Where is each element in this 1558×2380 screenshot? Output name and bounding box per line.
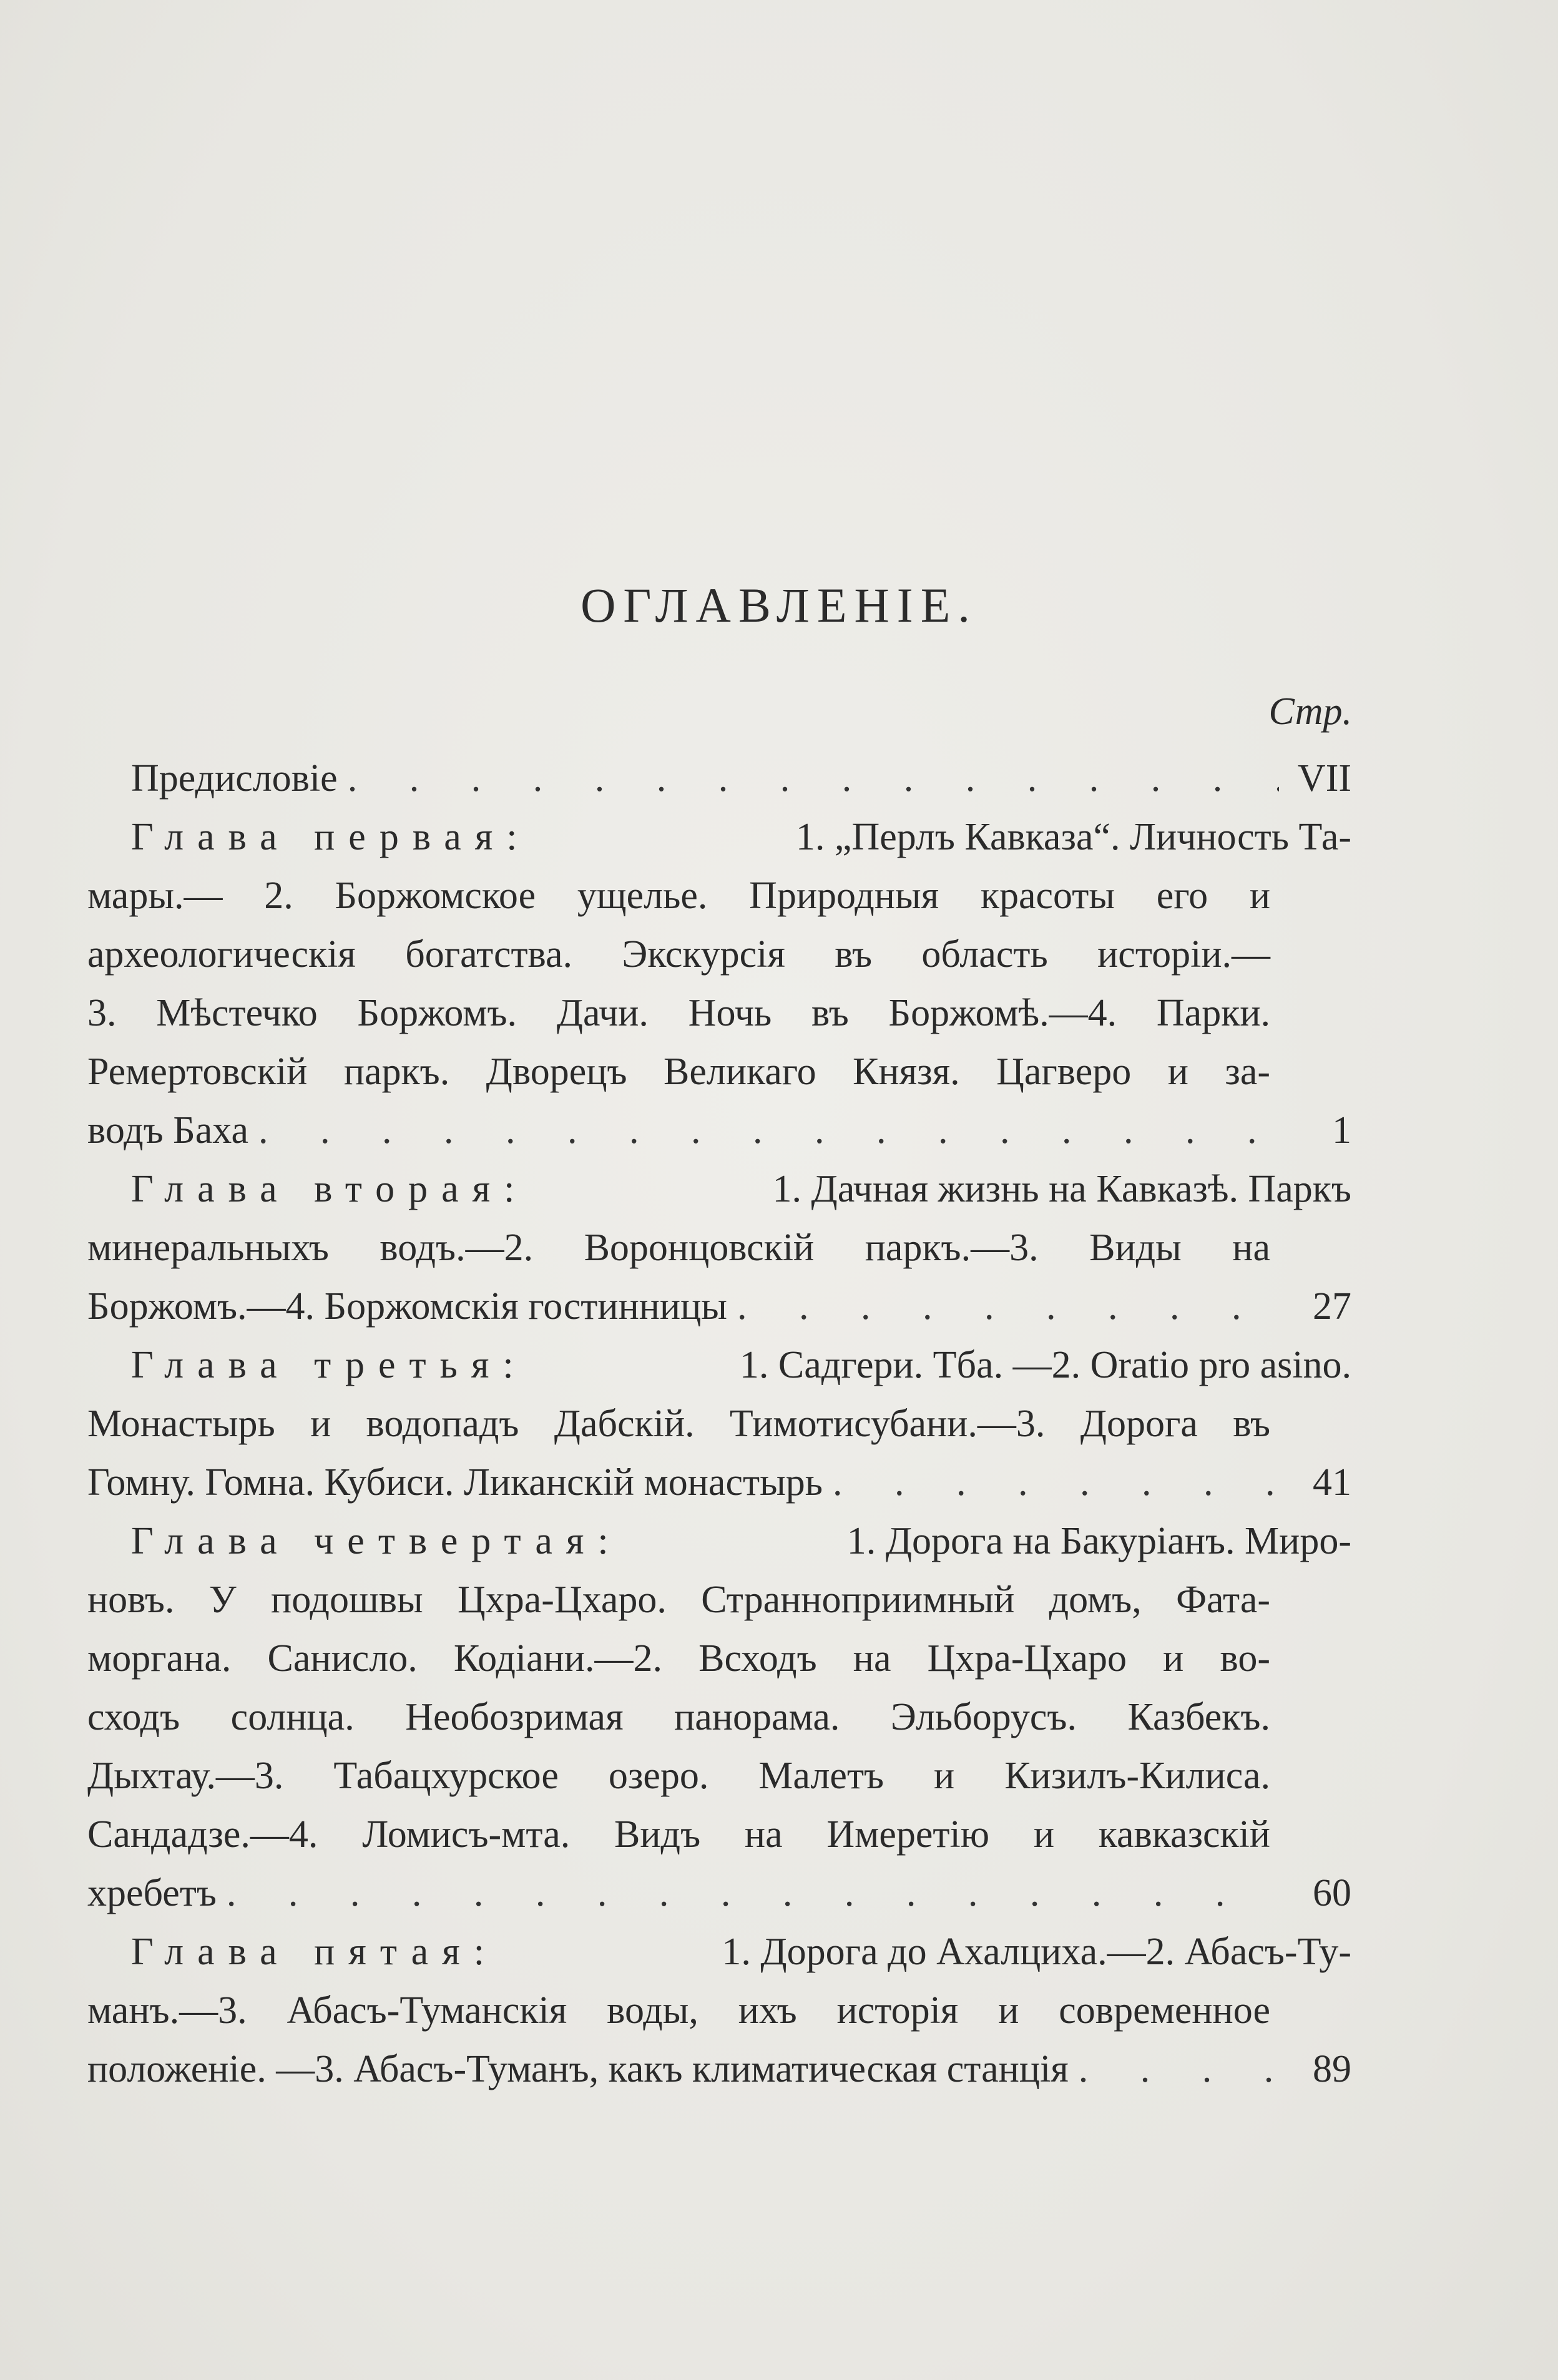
page-column-label: Стр. — [1268, 690, 1352, 733]
toc-entry-line: водъ Баха — [87, 1109, 248, 1152]
toc-entry-chapter-1 — [87, 808, 1351, 1160]
toc-entry-line: 1. Дорога до Ахалциха.—2. Абасъ-Ту- — [722, 1931, 1351, 1973]
toc-entry-line: 1. Дачная жизнь на Кавказѣ. Паркъ — [772, 1168, 1351, 1210]
toc-page-number: 41 — [1313, 1461, 1351, 1504]
toc-entry-chapter-2 — [87, 1160, 1351, 1336]
toc-entry-line: моргана. Санисло. Кодіани.—2. Всходъ на Цхра-Цхаро и во- — [87, 1637, 1270, 1680]
toc-entry-line: Монастырь и водопадъ Дабскій. Тимотисубани.—3. Дорога въ — [87, 1403, 1270, 1445]
table-of-contents — [87, 749, 1351, 2098]
toc-entry-line: Сандадзе.—4. Ломисъ-мта. Видъ на Имеретію и кавказскій — [87, 1813, 1270, 1856]
toc-entry-chapter-4 — [87, 1512, 1351, 1922]
dot-leader — [737, 1277, 1279, 1336]
toc-entry-line: Боржомъ.—4. Боржомскія гостинницы — [87, 1285, 727, 1328]
toc-entry-line: минеральныхъ водъ.—2. Воронцовскій паркъ.—3. Виды на — [87, 1227, 1270, 1269]
toc-page-number: VІІ — [1297, 757, 1351, 800]
page-title: ОГЛАВЛЕНІЕ. — [581, 578, 977, 632]
dot-leader — [258, 1101, 1279, 1160]
chapter-label: Глава вторая: — [131, 1168, 529, 1210]
chapter-label: Глава третья: — [131, 1344, 527, 1386]
toc-entry-line: Гомну. Гомна. Кубиси. Ликанскій монастырь — [87, 1461, 823, 1504]
toc-entry-preface — [87, 749, 1351, 808]
chapter-label: Глава четвертая: — [131, 1520, 622, 1562]
toc-page-number: 1 — [1332, 1109, 1351, 1152]
toc-entry-line: положеніе. —3. Абасъ-Туманъ, какъ климатическая станція — [87, 2048, 1069, 2090]
toc-entry-line: новъ. У подошвы Цхра-Цхаро. Странноприимный домъ, Фата- — [87, 1579, 1270, 1621]
toc-entry-line: манъ.—3. Абасъ-Туманскія воды, ихъ исторія и современное — [87, 1989, 1270, 2032]
toc-page-number: 27 — [1313, 1285, 1351, 1328]
toc-entry-text: Предисловіе — [131, 757, 338, 800]
toc-entry-line: 1. Дорога на Бакуріанъ. Миро- — [846, 1520, 1351, 1562]
dot-leader — [833, 1453, 1279, 1512]
dot-leader — [227, 1864, 1279, 1922]
toc-entry-line: 1. Садгери. Тба. —2. Oratio pro asino. — [739, 1344, 1351, 1386]
toc-entry-line: археологическія богатства. Экскурсія въ область исторіи.— — [87, 933, 1270, 976]
dot-leader — [1079, 2040, 1279, 2098]
toc-page-number: 89 — [1313, 2048, 1351, 2090]
toc-entry-chapter-3 — [87, 1336, 1351, 1512]
toc-entry-line: мары.— 2. Боржомское ущелье. Природныя красоты его и — [87, 874, 1270, 917]
toc-entry-line: сходъ солнца. Необозримая панорама. Эльборусъ. Казбекъ. — [87, 1696, 1270, 1738]
toc-page-number: 60 — [1313, 1872, 1351, 1914]
chapter-label: Глава первая: — [131, 816, 531, 858]
toc-entry-chapter-5 — [87, 1922, 1351, 2098]
toc-entry-line: Дыхтау.—3. Табацхурское озеро. Малетъ и Кизилъ-Килиса. — [87, 1755, 1270, 1797]
toc-entry-line: 1. „Перлъ Кавказа“. Личность Та- — [795, 816, 1351, 858]
chapter-label: Глава пятая: — [131, 1931, 498, 1973]
toc-entry-line: 3. Мѣстечко Боржомъ. Дачи. Ночь въ Боржомѣ.—4. Парки. — [87, 992, 1270, 1034]
toc-entry-line: хребетъ — [87, 1872, 217, 1914]
dot-leader — [348, 749, 1279, 808]
toc-entry-line: Ремертовскій паркъ. Дворецъ Великаго Князя. Цагверо и за- — [87, 1050, 1270, 1093]
